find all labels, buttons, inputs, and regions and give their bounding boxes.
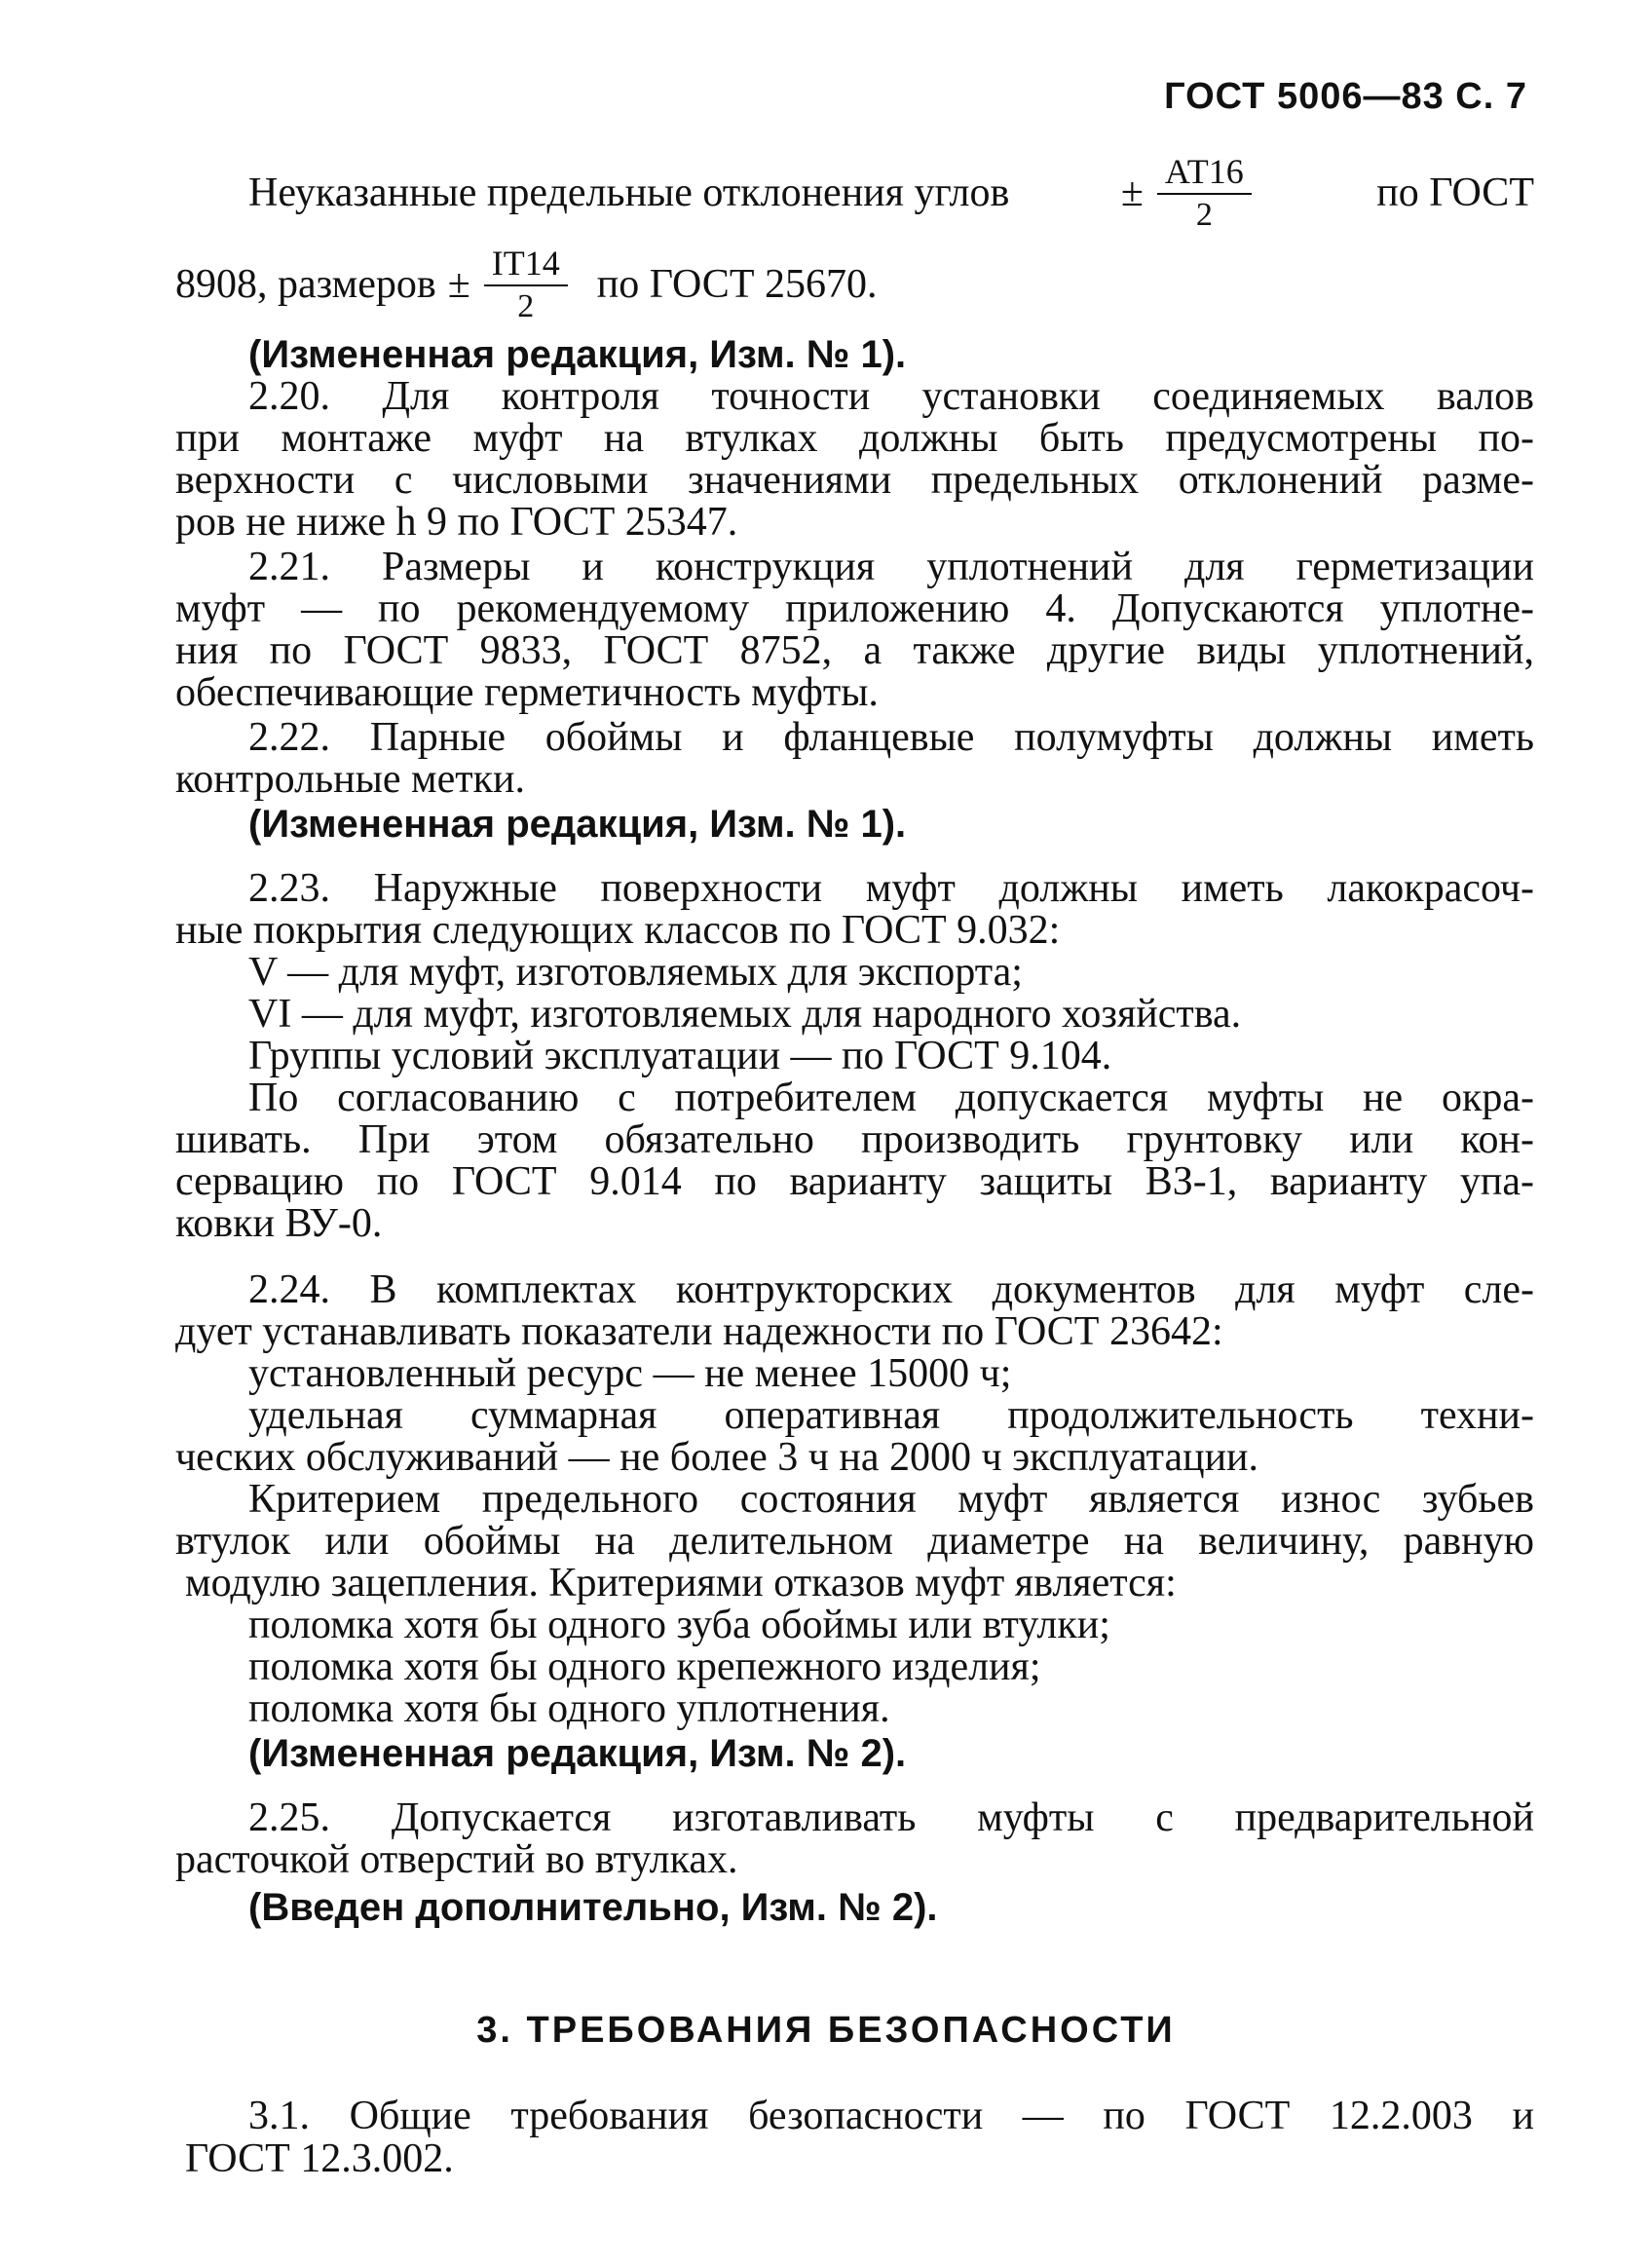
- intro-text-4: по ГОСТ 25670.: [596, 262, 878, 307]
- paragraph-line: 2.20. Для контроля точности установки соединяемых валов: [248, 374, 1534, 419]
- intro-formula-1: [1121, 154, 1265, 232]
- paragraph-line: шивать. При этом обязательно производить грунтовку или кон-: [175, 1117, 1534, 1162]
- fraction-denominator: 2: [1195, 197, 1213, 233]
- intro-line-1: [248, 154, 1534, 232]
- paragraph-line: муфт — по рекомендуемому приложению 4. Допускаются уплотне-: [175, 586, 1534, 631]
- paragraph-line: V — для муфт, изготовляемых для экспорта;: [248, 950, 1023, 995]
- fraction-numerator: АТ16: [1157, 154, 1252, 195]
- paragraph-line: 2.21. Размеры и конструкция уплотнений для герметизации: [248, 545, 1534, 589]
- paragraph-line: Критерием предельного состояния муфт является износ зубьев: [248, 1477, 1534, 1522]
- section-title: 3. ТРЕБОВАНИЯ БЕЗОПАСНОСТИ: [476, 2010, 1176, 2051]
- change-note: (Измененная редакция, Изм. № 1).: [248, 333, 907, 376]
- intro-line-2: [175, 245, 1534, 323]
- paragraph-line: при монтаже муфт на втулках должны быть предусмотрены по-: [175, 416, 1534, 461]
- intro-text-3: 8908, размеров: [175, 262, 436, 307]
- paragraph-line: поломка хотя бы одного крепежного изделия;: [248, 1644, 1041, 1689]
- paragraph-line: ров не ниже h 9 по ГОСТ 25347.: [175, 500, 738, 545]
- fraction-numerator: IT14: [484, 245, 568, 286]
- paragraph-line: контрольные метки.: [175, 757, 525, 802]
- intro-text-2: по ГОСТ: [1376, 170, 1534, 215]
- paragraph-line: модулю зацепления. Критериями отказов муфт является:: [185, 1561, 1177, 1605]
- paragraph-line: 2.25. Допускается изготавливать муфты с предварительной: [248, 1795, 1534, 1840]
- paragraph-line: установленный ресурс — не менее 15000 ч;: [248, 1351, 1012, 1396]
- paragraph-line: 2.24. В комплектах контрукторских документов для муфт сле-: [248, 1267, 1534, 1312]
- paragraph-line: ГОСТ 12.3.002.: [185, 2136, 454, 2181]
- paragraph-line: Группы условий эксплуатации — по ГОСТ 9.104.: [248, 1034, 1112, 1078]
- paragraph-line: поломка хотя бы одного зуба обоймы или втулки;: [248, 1603, 1110, 1647]
- fraction-denominator: 2: [517, 288, 535, 324]
- paragraph-line: удельная суммарная оперативная продолжительность техни-: [248, 1393, 1534, 1438]
- paragraph-line: втулок или обоймы на делительном диаметре на величину, равную: [175, 1519, 1534, 1564]
- paragraph-line: ния по ГОСТ 9833, ГОСТ 8752, а также другие виды уплотнений,: [175, 628, 1534, 673]
- paragraph-line: обеспечивающие герметичность муфты.: [175, 670, 879, 715]
- paragraph-line: поломка хотя бы одного уплотнения.: [248, 1686, 890, 1731]
- paragraph-line: ные покрытия следующих классов по ГОСТ 9.032:: [175, 908, 1061, 953]
- plus-minus-sign: ±: [447, 262, 470, 307]
- page-header: ГОСТ 5006—83 С. 7: [1164, 76, 1527, 117]
- change-note: (Измененная редакция, Изм. № 1).: [248, 803, 907, 846]
- paragraph-line: VI — для муфт, изготовляемых для народного хозяйства.: [248, 992, 1242, 1037]
- change-note: (Введен дополнительно, Изм. № 2).: [248, 1886, 938, 1929]
- paragraph-line: ковки ВУ-0.: [175, 1201, 383, 1246]
- change-note: (Измененная редакция, Изм. № 2).: [248, 1732, 907, 1775]
- paragraph-line: По согласованию с потребителем допускается муфты не окра-: [248, 1076, 1534, 1120]
- paragraph-line: 2.23. Наружные поверхности муфт должны иметь лакокрасоч-: [248, 866, 1534, 911]
- paragraph-line: дует устанавливать показатели надежности по ГОСТ 23642:: [175, 1309, 1223, 1354]
- paragraph-line: расточкой отверстий во втулках.: [175, 1837, 738, 1882]
- paragraph-line: сервацию по ГОСТ 9.014 по варианту защиты ВЗ-1, варианту упа-: [175, 1159, 1534, 1204]
- fraction-at16: [1157, 154, 1252, 232]
- paragraph-line: ческих обслуживаний — не более 3 ч на 2000 ч эксплуатации.: [175, 1435, 1259, 1480]
- intro-text-1: Неуказанные предельные отклонения углов: [248, 170, 1010, 215]
- paragraph-line: верхности с числовыми значениями предельных отклонений разме-: [175, 458, 1534, 503]
- paragraph-line: 2.22. Парные обоймы и фланцевые полумуфты должны иметь: [248, 715, 1534, 760]
- paragraph-line: 3.1. Общие требования безопасности — по ГОСТ 12.2.003 и: [248, 2094, 1534, 2138]
- plus-minus-sign: ±: [1120, 170, 1144, 215]
- fraction-it14: [484, 245, 568, 323]
